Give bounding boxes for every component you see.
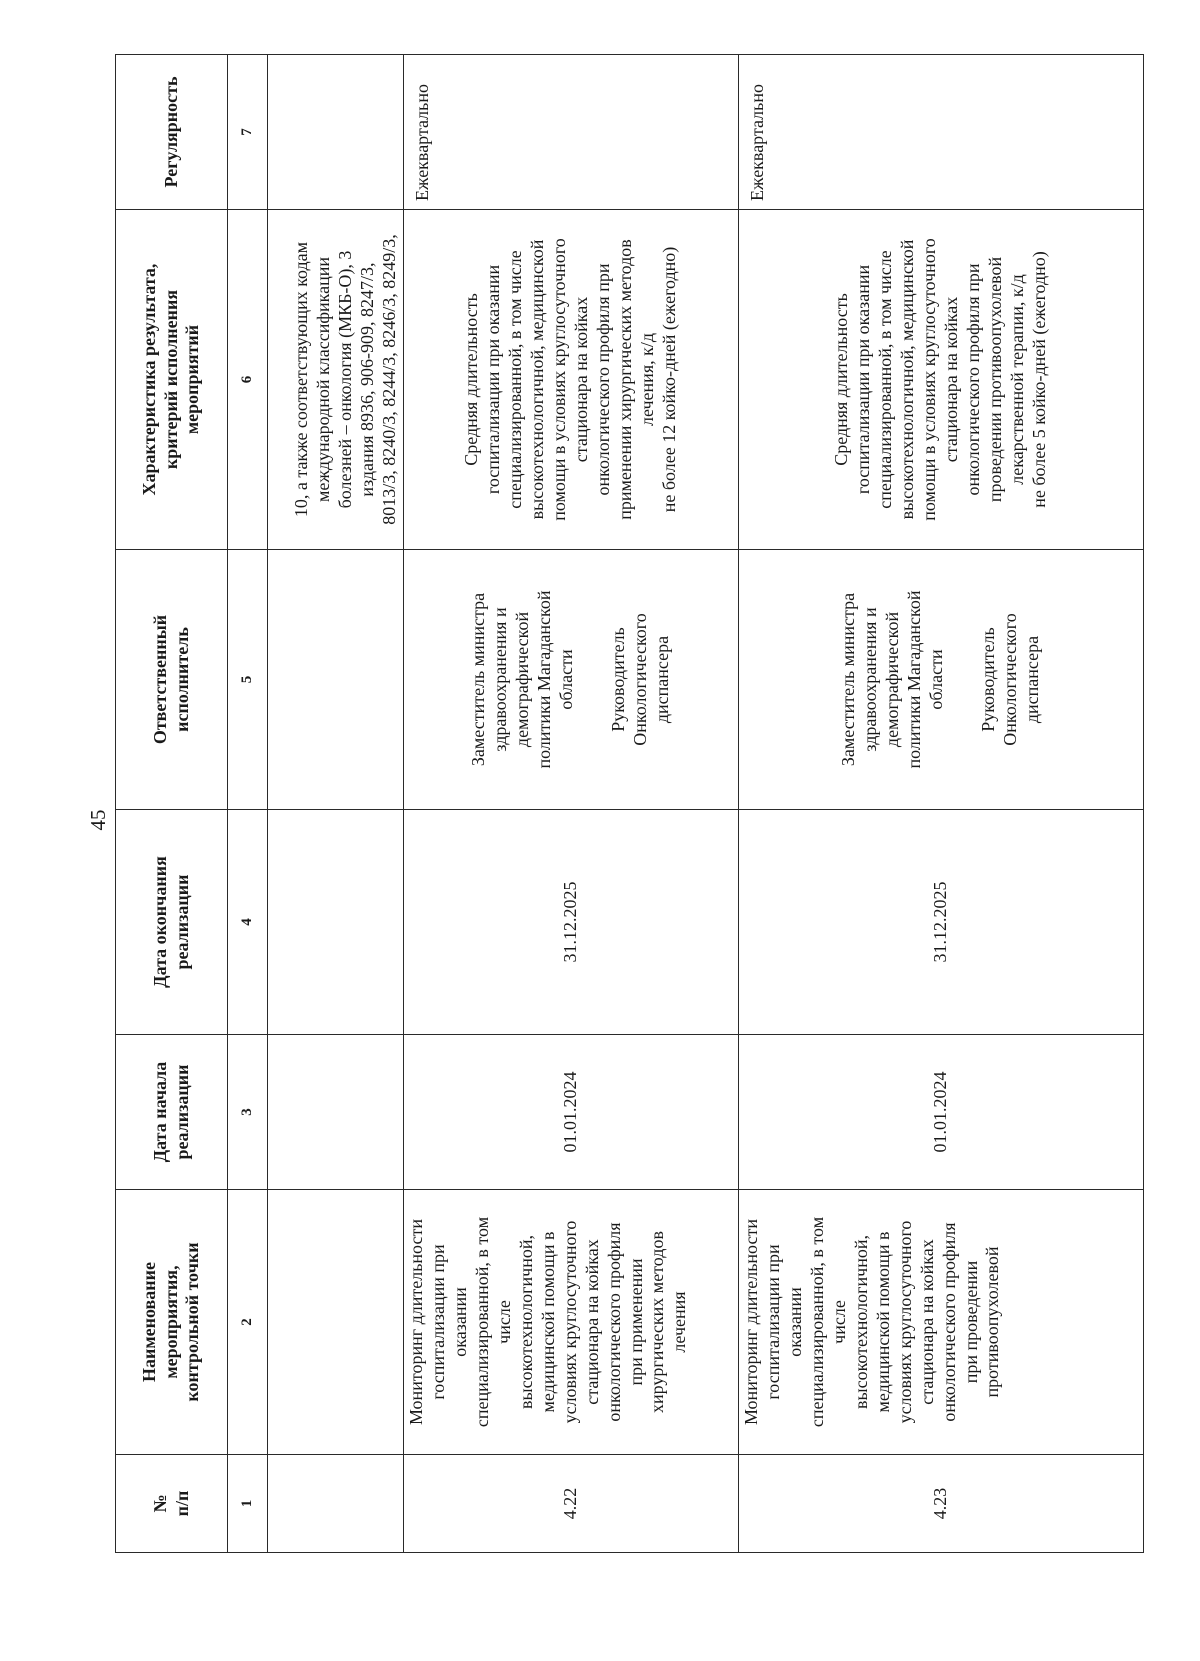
action-plan-table bbox=[115, 54, 1144, 1553]
header-number: № п/п bbox=[116, 1455, 228, 1553]
table-row bbox=[739, 55, 1144, 1553]
responsible-deputy-minister: Заместитель министра здравоохранения и демографической политики Магаданской области bbox=[838, 590, 946, 769]
column-number: 6 bbox=[228, 210, 268, 550]
header-activity-name: Наименование мероприятия, контрольной точки bbox=[116, 1190, 228, 1455]
continuation-cell-empty bbox=[268, 1190, 404, 1455]
regularity: Ежеквартально bbox=[404, 55, 739, 210]
row-number: 4.22 bbox=[404, 1455, 739, 1553]
column-number: 7 bbox=[228, 55, 268, 210]
table-container bbox=[115, 55, 1143, 1553]
column-number: 4 bbox=[228, 810, 268, 1035]
end-date: 31.12.2025 bbox=[404, 810, 739, 1035]
end-date: 31.12.2025 bbox=[739, 810, 1144, 1035]
responsible-cell bbox=[404, 550, 739, 810]
header-end-date: Дата окончания реализации bbox=[116, 810, 228, 1035]
continuation-row bbox=[268, 55, 404, 1553]
responsible-cell bbox=[739, 550, 1144, 810]
result-description: Средняя длительность госпитализации при оказании специализированной, в том числе высокотехнологичной, медицинской помощи в условиях круглосуточного стационара на койках онкологического профиля при применении хирургических методов лечения, к/д не более 12 койко-дней (ежегодно) bbox=[404, 210, 739, 550]
responsible-dispensary-head: Руководитель Онкологического диспансера bbox=[977, 613, 1042, 746]
header-start-date: Дата начала реализации bbox=[116, 1035, 228, 1190]
regularity: Ежеквартально bbox=[739, 55, 1144, 210]
continuation-result: 10, а также соответствующих кодам международной классификации болезней – онкология (МКБ-О), 3 издания 8936, 906-909, 8247/3, 8013/3, 8240/3, 8244/3, 8246/3, 8249/3, bbox=[268, 210, 404, 550]
activity-name: Мониторинг длительности госпитализации при оказании специализированной, в том числе высокотехнологичной, медицинской помощи в условиях круглосуточного стационара на койках онкологического профиля при применении хирургических методов лечения bbox=[404, 1190, 739, 1455]
column-numbers-row bbox=[228, 55, 268, 1553]
header-responsible: Ответственный исполнитель bbox=[116, 550, 228, 810]
column-number: 1 bbox=[228, 1455, 268, 1553]
column-number: 5 bbox=[228, 550, 268, 810]
continuation-cell-empty bbox=[268, 1455, 404, 1553]
continuation-cell-empty bbox=[268, 810, 404, 1035]
page-number: 45 bbox=[86, 809, 110, 831]
result-description: Средняя длительность госпитализации при оказании специализированной, в том числе высокотехнологичной, медицинской помощи в условиях круглосуточного стационара на койках онкологического профиля при проведении противоопухолевой лекарственной терапии, к/д не более 5 койко-дней (ежегодно) bbox=[739, 210, 1144, 550]
continuation-cell-empty bbox=[268, 55, 404, 210]
start-date: 01.01.2024 bbox=[404, 1035, 739, 1190]
responsible-dispensary-head: Руководитель Онкологического диспансера bbox=[607, 613, 672, 746]
header-regularity: Регулярность bbox=[116, 55, 228, 210]
column-number: 2 bbox=[228, 1190, 268, 1455]
row-number: 4.23 bbox=[739, 1455, 1144, 1553]
responsible-deputy-minister: Заместитель министра здравоохранения и демографической политики Магаданской области bbox=[468, 590, 576, 769]
start-date: 01.01.2024 bbox=[739, 1035, 1144, 1190]
column-number: 3 bbox=[228, 1035, 268, 1190]
continuation-cell-empty bbox=[268, 1035, 404, 1190]
activity-name: Мониторинг длительности госпитализации при оказании специализированной, в том числе высокотехнологичной, медицинской помощи в условиях круглосуточного стационара на койках онкологического профиля при проведении противоопухолевой bbox=[739, 1190, 1144, 1455]
table-row bbox=[404, 55, 739, 1553]
continuation-cell-empty bbox=[268, 550, 404, 810]
table-header-row bbox=[116, 55, 228, 1553]
header-result: Характеристика результата, критерий исполнения мероприятий bbox=[116, 210, 228, 550]
